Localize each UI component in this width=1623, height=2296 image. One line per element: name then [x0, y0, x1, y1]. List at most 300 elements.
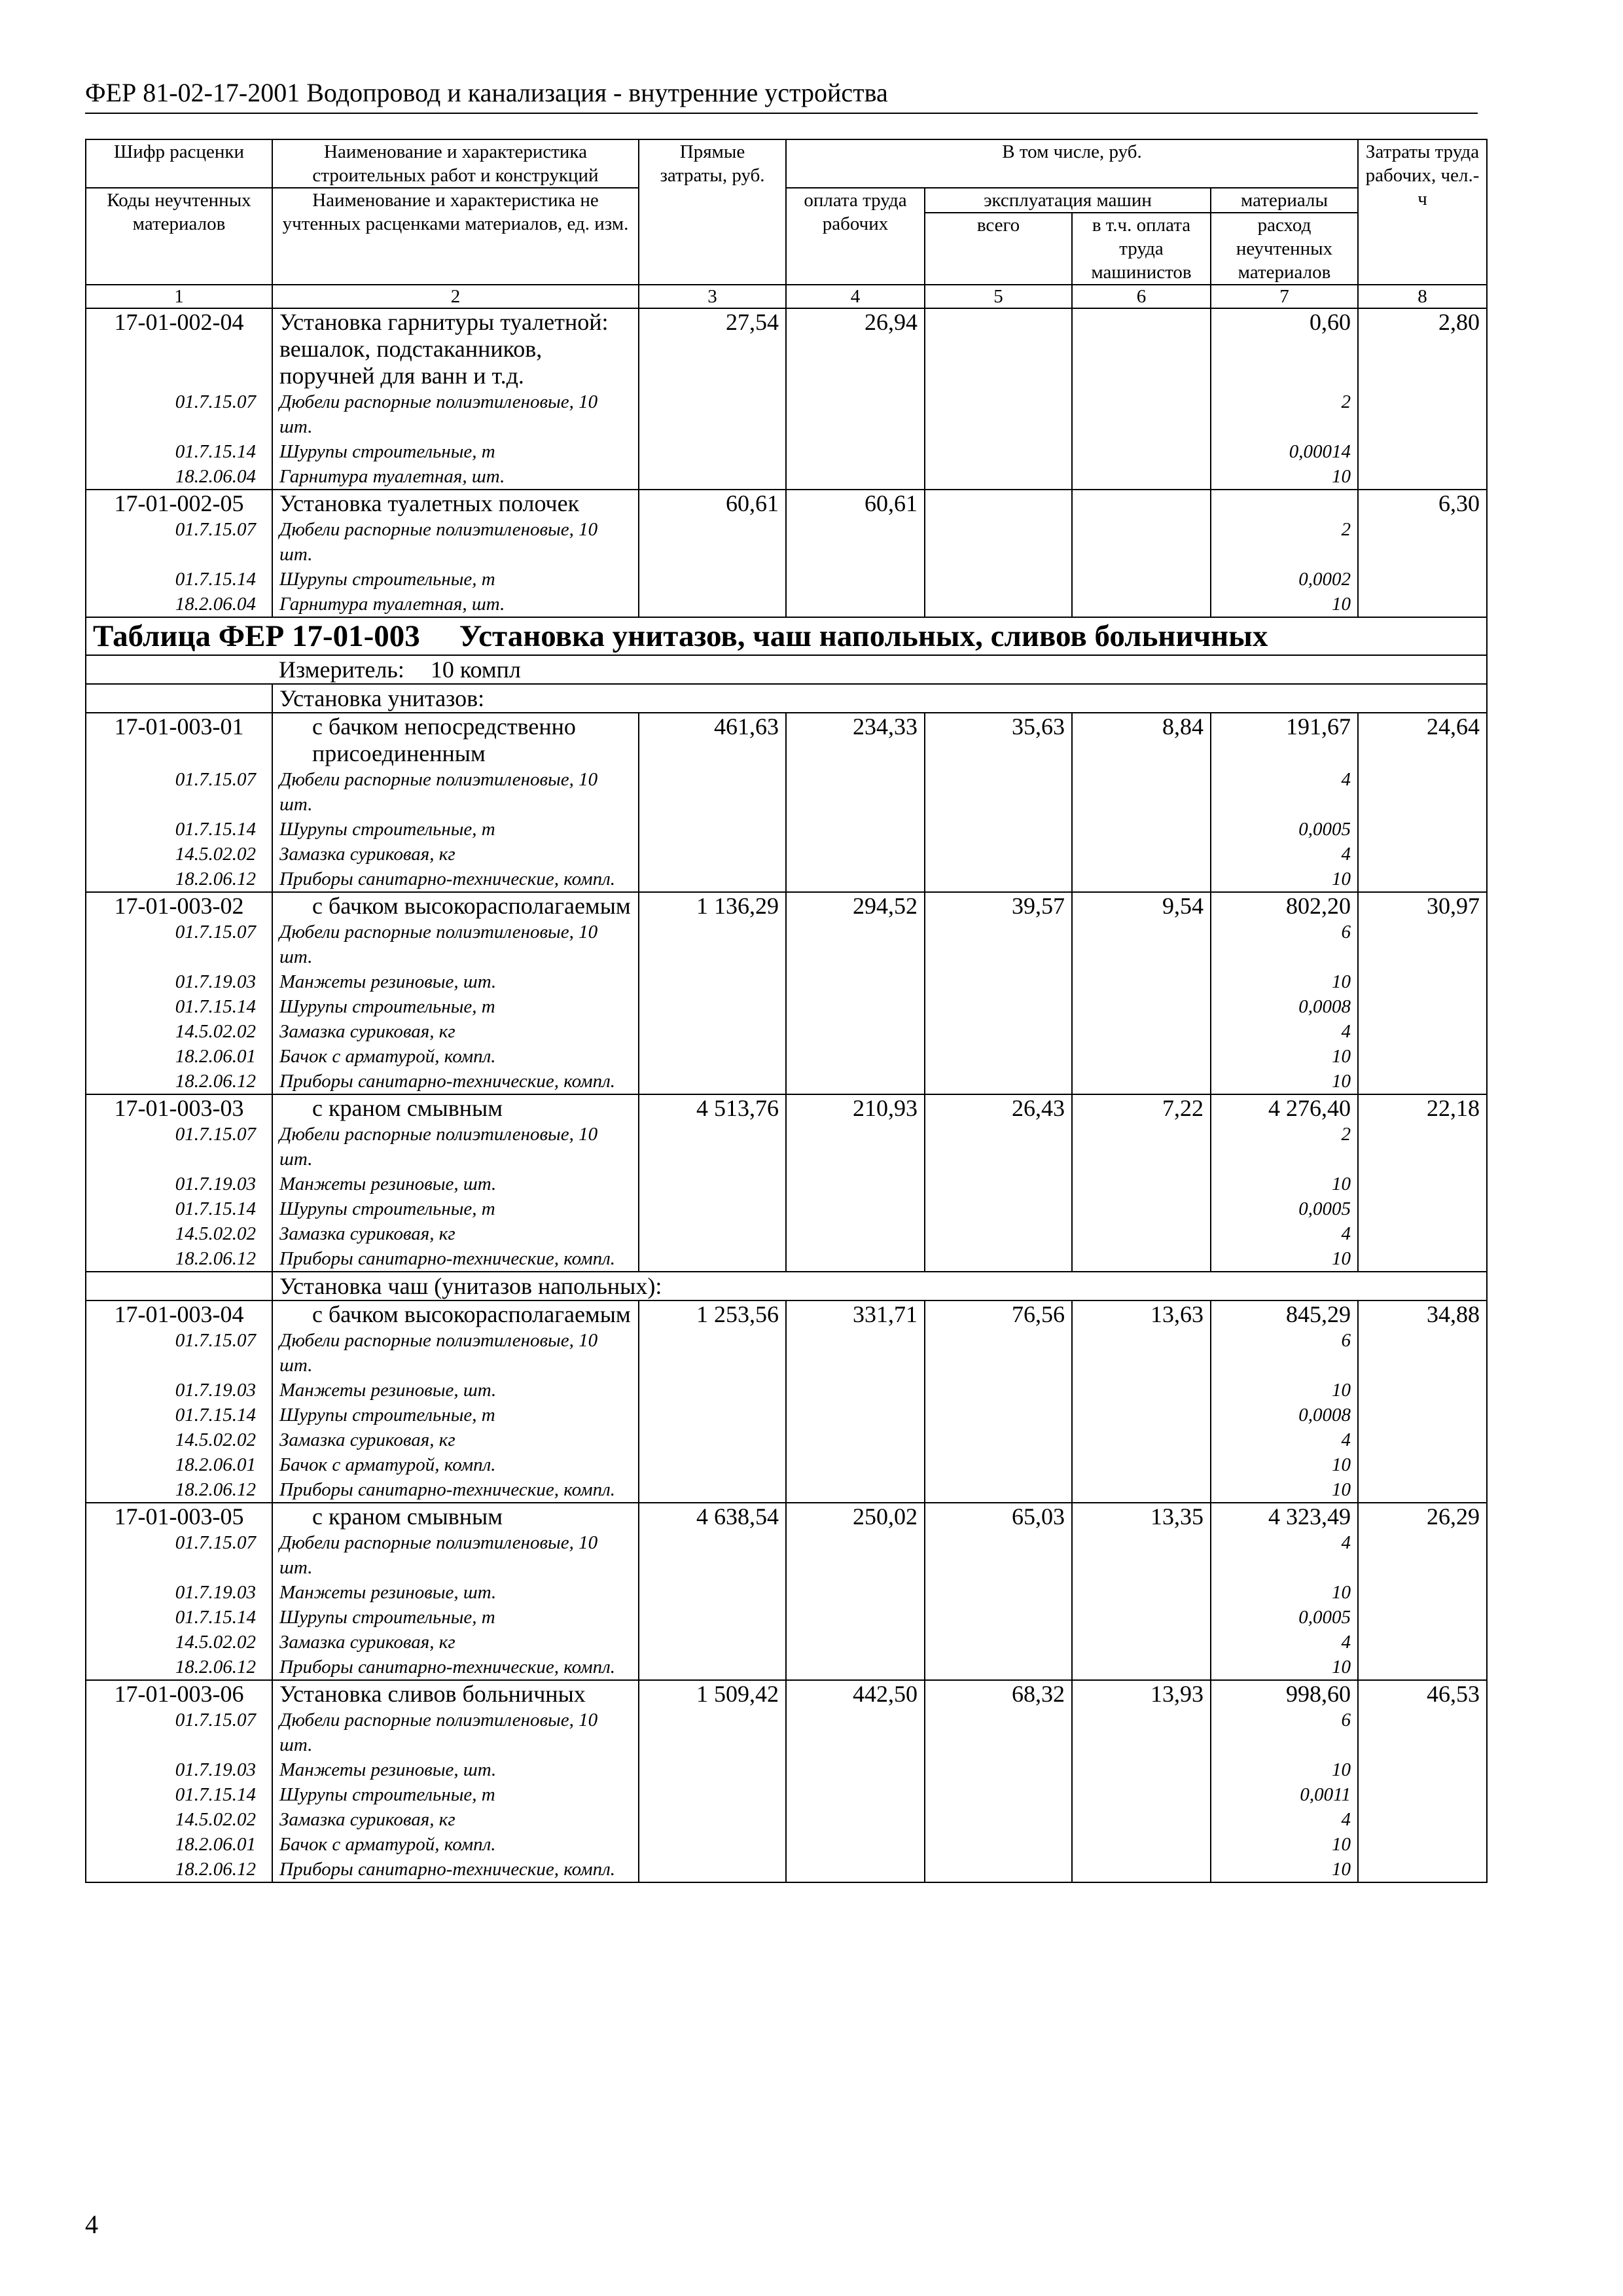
material-code: 01.7.15.07 [86, 1328, 272, 1378]
material-code: 01.7.15.14 [86, 1403, 272, 1427]
empty-cell [1072, 1580, 1211, 1605]
empty-cell [1072, 1378, 1211, 1403]
rate-name: с бачком непосредственно присоединенным [272, 713, 639, 767]
material-name: Дюбели распорные полиэтиленовые, 10 шт. [272, 389, 639, 439]
empty-cell [1358, 1708, 1487, 1757]
material-row [86, 389, 1487, 439]
material-code: 18.2.06.12 [86, 1857, 272, 1882]
material-qty: 10 [1211, 1378, 1358, 1403]
section-code: Таблица ФЕР 17-01-003 [93, 619, 420, 653]
materials-cost: 0,60 [1211, 308, 1358, 389]
rate-code: 17-01-003-06 [86, 1680, 272, 1708]
material-qty: 10 [1211, 1452, 1358, 1477]
material-name: Манжеты резиновые, шт. [272, 1172, 639, 1196]
empty-cell [1072, 842, 1211, 867]
empty-cell [1072, 567, 1211, 592]
section-title [86, 617, 1487, 655]
empty-cell [1072, 767, 1211, 817]
empty-cell [639, 1832, 786, 1857]
empty-cell [1358, 1403, 1487, 1427]
material-name: Замазка суриковая, кг [272, 1221, 639, 1246]
machines-total: 68,32 [925, 1680, 1072, 1708]
material-row [86, 1857, 1487, 1882]
machinist-pay [1072, 308, 1211, 389]
material-qty: 10 [1211, 1069, 1358, 1094]
material-code: 01.7.15.14 [86, 1196, 272, 1221]
empty-cell [1072, 1221, 1211, 1246]
direct-costs: 461,63 [639, 713, 786, 767]
empty-cell [639, 767, 786, 817]
empty-cell [786, 517, 925, 567]
material-code: 01.7.15.14 [86, 439, 272, 464]
empty-cell [786, 1530, 925, 1580]
empty-cell [925, 1427, 1072, 1452]
empty-cell [639, 439, 786, 464]
labor-hours: 22,18 [1358, 1094, 1487, 1122]
machines-total [925, 490, 1072, 517]
material-name: Бачок с арматурой, компл. [272, 1452, 639, 1477]
empty-cell [1358, 1246, 1487, 1272]
measure-label: Измеритель: [279, 656, 404, 683]
empty-cell [1072, 1019, 1211, 1044]
empty-cell [639, 1328, 786, 1378]
empty-cell [925, 1172, 1072, 1196]
labor-hours: 26,29 [1358, 1503, 1487, 1530]
empty-cell [639, 567, 786, 592]
material-qty: 10 [1211, 1044, 1358, 1069]
empty-cell [1358, 767, 1487, 817]
material-qty: 0,0002 [1211, 567, 1358, 592]
rate-row [86, 713, 1487, 767]
material-name: Бачок с арматурой, компл. [272, 1044, 639, 1069]
measure-row [86, 655, 1487, 684]
material-qty: 10 [1211, 1655, 1358, 1680]
material-row [86, 867, 1487, 892]
empty-cell [639, 1452, 786, 1477]
material-code: 18.2.06.12 [86, 1069, 272, 1094]
empty-cell [1072, 1196, 1211, 1221]
page-header: ФЕР 81-02-17-2001 Водопровод и канализация - внутренние устройства [85, 77, 1478, 114]
material-code: 01.7.15.14 [86, 1782, 272, 1807]
direct-costs: 1 509,42 [639, 1680, 786, 1708]
section-name: Установка унитазов, чаш напольных, сливов больничных [459, 619, 1268, 653]
empty-cell [1072, 1605, 1211, 1630]
rate-row [86, 1094, 1487, 1122]
material-name: Приборы санитарно-технические, компл. [272, 1655, 639, 1680]
material-row [86, 1452, 1487, 1477]
labor-pay: 210,93 [786, 1094, 925, 1122]
material-row [86, 817, 1487, 842]
empty-cell [1358, 969, 1487, 994]
material-name: Дюбели распорные полиэтиленовые, 10 шт. [272, 1530, 639, 1580]
empty-cell [1358, 842, 1487, 867]
labor-hours: 30,97 [1358, 892, 1487, 920]
empty-cell [786, 920, 925, 969]
empty-cell [925, 1044, 1072, 1069]
labor-pay: 294,52 [786, 892, 925, 920]
empty-cell [786, 389, 925, 439]
labor-pay: 60,61 [786, 490, 925, 517]
empty-cell [86, 684, 272, 713]
material-row [86, 439, 1487, 464]
empty-cell [639, 1246, 786, 1272]
material-code: 14.5.02.02 [86, 1630, 272, 1655]
empty-cell [786, 1782, 925, 1807]
material-name: Шурупы строительные, т [272, 1196, 639, 1221]
empty-cell [1072, 1630, 1211, 1655]
empty-cell [925, 969, 1072, 994]
empty-cell [1358, 817, 1487, 842]
material-name: Замазка суриковая, кг [272, 1427, 639, 1452]
empty-cell [1072, 1477, 1211, 1503]
empty-cell [639, 1630, 786, 1655]
empty-cell [786, 1427, 925, 1452]
material-code: 01.7.15.07 [86, 517, 272, 567]
machines-total [925, 308, 1072, 389]
direct-costs: 60,61 [639, 490, 786, 517]
empty-cell [1358, 1782, 1487, 1807]
empty-cell [925, 1378, 1072, 1403]
empty-cell [925, 867, 1072, 892]
material-qty: 4 [1211, 767, 1358, 817]
material-name: Бачок с арматурой, компл. [272, 1832, 639, 1857]
empty-cell [786, 1069, 925, 1094]
empty-cell [639, 842, 786, 867]
direct-costs: 4 638,54 [639, 1503, 786, 1530]
material-code: 18.2.06.01 [86, 1044, 272, 1069]
empty-cell [1072, 1246, 1211, 1272]
machinist-pay: 13,93 [1072, 1680, 1211, 1708]
empty-cell [925, 817, 1072, 842]
machinist-pay: 13,63 [1072, 1300, 1211, 1328]
empty-cell [1072, 1427, 1211, 1452]
material-row [86, 1580, 1487, 1605]
material-row [86, 1477, 1487, 1503]
material-name: Гарнитура туалетная, шт. [272, 464, 639, 490]
material-qty: 4 [1211, 1221, 1358, 1246]
material-code: 01.7.19.03 [86, 1378, 272, 1403]
empty-cell [1358, 464, 1487, 490]
empty-cell [925, 1782, 1072, 1807]
material-name: Замазка суриковая, кг [272, 842, 639, 867]
empty-cell [639, 867, 786, 892]
empty-cell [639, 1807, 786, 1832]
material-row [86, 920, 1487, 969]
material-code: 18.2.06.12 [86, 1246, 272, 1272]
empty-cell [1358, 1832, 1487, 1857]
empty-cell [639, 1044, 786, 1069]
rate-code: 17-01-003-03 [86, 1094, 272, 1122]
empty-cell [1358, 1019, 1487, 1044]
rate-row [86, 1680, 1487, 1708]
empty-cell [1358, 1477, 1487, 1503]
machinist-pay: 9,54 [1072, 892, 1211, 920]
empty-cell [1072, 1452, 1211, 1477]
materials-cost: 191,67 [1211, 713, 1358, 767]
empty-cell [786, 1172, 925, 1196]
materials-cost: 802,20 [1211, 892, 1358, 920]
empty-cell [639, 389, 786, 439]
empty-cell [786, 767, 925, 817]
material-name: Приборы санитарно-технические, компл. [272, 1477, 639, 1503]
col-header-direct-costs: Прямые затраты, руб. [639, 139, 786, 285]
empty-cell [86, 655, 272, 684]
material-row [86, 567, 1487, 592]
material-code: 01.7.15.14 [86, 817, 272, 842]
column-number: 6 [1072, 285, 1211, 308]
measure-value: 10 компл [430, 656, 521, 683]
empty-cell [786, 1378, 925, 1403]
empty-cell [786, 1477, 925, 1503]
empty-cell [786, 1196, 925, 1221]
material-name: Манжеты резиновые, шт. [272, 1580, 639, 1605]
empty-cell [639, 1857, 786, 1882]
empty-cell [1358, 1757, 1487, 1782]
material-qty: 10 [1211, 1832, 1358, 1857]
empty-cell [925, 1196, 1072, 1221]
material-name: Гарнитура туалетная, шт. [272, 592, 639, 617]
empty-cell [786, 1328, 925, 1378]
empty-cell [639, 1427, 786, 1452]
empty-cell [639, 1655, 786, 1680]
empty-cell [1072, 439, 1211, 464]
material-name: Дюбели распорные полиэтиленовые, 10 шт. [272, 1122, 639, 1172]
material-qty: 10 [1211, 1857, 1358, 1882]
material-qty: 10 [1211, 1246, 1358, 1272]
material-code: 01.7.19.03 [86, 1172, 272, 1196]
material-row [86, 1221, 1487, 1246]
empty-cell [786, 592, 925, 617]
rate-code: 17-01-003-04 [86, 1300, 272, 1328]
material-name: Дюбели распорные полиэтиленовые, 10 шт. [272, 767, 639, 817]
empty-cell [1072, 1655, 1211, 1680]
material-qty: 0,0008 [1211, 1403, 1358, 1427]
empty-cell [925, 592, 1072, 617]
empty-cell [925, 389, 1072, 439]
empty-cell [786, 1807, 925, 1832]
empty-cell [925, 767, 1072, 817]
col-header-materials: материалы [1211, 188, 1358, 213]
empty-cell [639, 1757, 786, 1782]
material-code: 14.5.02.02 [86, 1427, 272, 1452]
empty-cell [786, 1605, 925, 1630]
empty-cell [1358, 1807, 1487, 1832]
material-code: 14.5.02.02 [86, 1019, 272, 1044]
rate-name: с краном смывным [272, 1503, 639, 1530]
empty-cell [925, 920, 1072, 969]
material-code: 01.7.15.07 [86, 1530, 272, 1580]
material-qty: 10 [1211, 464, 1358, 490]
column-number: 7 [1211, 285, 1358, 308]
empty-cell [1358, 1427, 1487, 1452]
group-title: Установка унитазов: [272, 684, 1487, 713]
material-row [86, 994, 1487, 1019]
material-name: Дюбели распорные полиэтиленовые, 10 шт. [272, 517, 639, 567]
rate-name: с краном смывным [272, 1094, 639, 1122]
empty-cell [639, 1122, 786, 1172]
empty-cell [786, 1246, 925, 1272]
material-qty: 4 [1211, 1427, 1358, 1452]
empty-cell [1358, 1630, 1487, 1655]
empty-cell [639, 1477, 786, 1503]
empty-cell [925, 842, 1072, 867]
empty-cell [1072, 1403, 1211, 1427]
material-row [86, 1196, 1487, 1221]
col-header-machinist-pay: в т.ч. оплата труда машинистов [1072, 213, 1211, 285]
material-name: Шурупы строительные, т [272, 1403, 639, 1427]
empty-cell [1072, 1044, 1211, 1069]
material-qty: 10 [1211, 867, 1358, 892]
material-code: 14.5.02.02 [86, 1807, 272, 1832]
empty-cell [639, 592, 786, 617]
material-name: Шурупы строительные, т [272, 1605, 639, 1630]
material-qty: 10 [1211, 969, 1358, 994]
material-row [86, 1122, 1487, 1172]
empty-cell [1358, 994, 1487, 1019]
col-header-machines-total: всего [925, 213, 1072, 285]
labor-hours: 6,30 [1358, 490, 1487, 517]
empty-cell [925, 1069, 1072, 1094]
empty-cell [639, 517, 786, 567]
empty-cell [925, 1857, 1072, 1882]
empty-cell [925, 1530, 1072, 1580]
empty-cell [925, 1246, 1072, 1272]
col-header-material-consumption: расход неучтенных материалов [1211, 213, 1358, 285]
labor-hours: 24,64 [1358, 713, 1487, 767]
empty-cell [1358, 1530, 1487, 1580]
material-row [86, 1832, 1487, 1857]
col-header-material-codes: Коды неучтенных материалов [86, 188, 272, 285]
col-header-rate-code: Шифр расценки [86, 139, 272, 188]
empty-cell [786, 1708, 925, 1757]
rate-name: Установка туалетных полочек [272, 490, 639, 517]
empty-cell [786, 1757, 925, 1782]
empty-cell [1072, 1328, 1211, 1378]
material-qty: 0,0005 [1211, 1196, 1358, 1221]
empty-cell [1358, 1857, 1487, 1882]
material-code: 01.7.15.07 [86, 1122, 272, 1172]
material-code: 01.7.19.03 [86, 1580, 272, 1605]
material-name: Шурупы строительные, т [272, 994, 639, 1019]
machinist-pay: 13,35 [1072, 1503, 1211, 1530]
empty-cell [786, 1655, 925, 1680]
material-qty: 10 [1211, 592, 1358, 617]
empty-cell [786, 1122, 925, 1172]
material-qty: 10 [1211, 1757, 1358, 1782]
empty-cell [1358, 1452, 1487, 1477]
empty-cell [1358, 1221, 1487, 1246]
empty-cell [925, 1452, 1072, 1477]
col-header-labor-pay: оплата труда рабочих [786, 188, 925, 285]
rate-name: Установка гарнитуры туалетной: вешалок, подстаканников, поручней для ванн и т.д. [272, 308, 639, 389]
labor-pay: 442,50 [786, 1680, 925, 1708]
material-name: Дюбели распорные полиэтиленовые, 10 шт. [272, 1708, 639, 1757]
material-name: Манжеты резиновые, шт. [272, 969, 639, 994]
material-code: 01.7.19.03 [86, 969, 272, 994]
empty-cell [1358, 389, 1487, 439]
material-qty: 0,0008 [1211, 994, 1358, 1019]
material-qty: 10 [1211, 1580, 1358, 1605]
empty-cell [786, 1019, 925, 1044]
empty-cell [925, 1757, 1072, 1782]
empty-cell [925, 1122, 1072, 1172]
material-code: 01.7.15.14 [86, 1605, 272, 1630]
machines-total: 65,03 [925, 1503, 1072, 1530]
labor-pay: 331,71 [786, 1300, 925, 1328]
material-code: 01.7.15.07 [86, 920, 272, 969]
material-qty: 2 [1211, 1122, 1358, 1172]
material-row [86, 1807, 1487, 1832]
empty-cell [786, 567, 925, 592]
empty-cell [1072, 389, 1211, 439]
material-qty: 4 [1211, 1019, 1358, 1044]
empty-cell [786, 464, 925, 490]
material-code: 18.2.06.12 [86, 1477, 272, 1503]
empty-cell [639, 1221, 786, 1246]
col-header-including: В том числе, руб. [786, 139, 1358, 188]
empty-cell [786, 1832, 925, 1857]
material-row [86, 1605, 1487, 1630]
empty-cell [786, 1403, 925, 1427]
material-name: Дюбели распорные полиэтиленовые, 10 шт. [272, 920, 639, 969]
empty-cell [1072, 817, 1211, 842]
material-name: Замазка суриковая, кг [272, 1019, 639, 1044]
material-row [86, 1757, 1487, 1782]
empty-cell [1358, 1328, 1487, 1378]
empty-cell [639, 817, 786, 842]
empty-cell [639, 1196, 786, 1221]
materials-cost: 4 323,49 [1211, 1503, 1358, 1530]
group-row [86, 1272, 1487, 1300]
empty-cell [86, 1272, 272, 1300]
empty-cell [1072, 1530, 1211, 1580]
col-header-labor-hours: Затраты труда рабочих, чел.-ч [1358, 139, 1487, 285]
group-title: Установка чаш (унитазов напольных): [272, 1272, 1487, 1300]
material-code: 18.2.06.04 [86, 464, 272, 490]
empty-cell [925, 517, 1072, 567]
empty-cell [639, 969, 786, 994]
material-name: Шурупы строительные, т [272, 567, 639, 592]
rate-row [86, 490, 1487, 517]
empty-cell [1358, 867, 1487, 892]
empty-cell [925, 1221, 1072, 1246]
empty-cell [1072, 867, 1211, 892]
empty-cell [786, 1857, 925, 1882]
machinist-pay: 8,84 [1072, 713, 1211, 767]
empty-cell [925, 567, 1072, 592]
material-name: Дюбели распорные полиэтиленовые, 10 шт. [272, 1328, 639, 1378]
empty-cell [786, 1044, 925, 1069]
empty-cell [639, 1172, 786, 1196]
empty-cell [1072, 1757, 1211, 1782]
material-row [86, 1708, 1487, 1757]
labor-pay: 250,02 [786, 1503, 925, 1530]
empty-cell [1358, 592, 1487, 617]
empty-cell [1072, 994, 1211, 1019]
rate-code: 17-01-002-04 [86, 308, 272, 389]
empty-cell [1358, 517, 1487, 567]
material-code: 01.7.15.07 [86, 767, 272, 817]
material-row [86, 842, 1487, 867]
empty-cell [1358, 1196, 1487, 1221]
measure [272, 655, 1487, 684]
material-name: Шурупы строительные, т [272, 439, 639, 464]
material-code: 18.2.06.01 [86, 1832, 272, 1857]
direct-costs: 4 513,76 [639, 1094, 786, 1122]
material-code: 14.5.02.02 [86, 842, 272, 867]
empty-cell [1072, 592, 1211, 617]
empty-cell [786, 994, 925, 1019]
